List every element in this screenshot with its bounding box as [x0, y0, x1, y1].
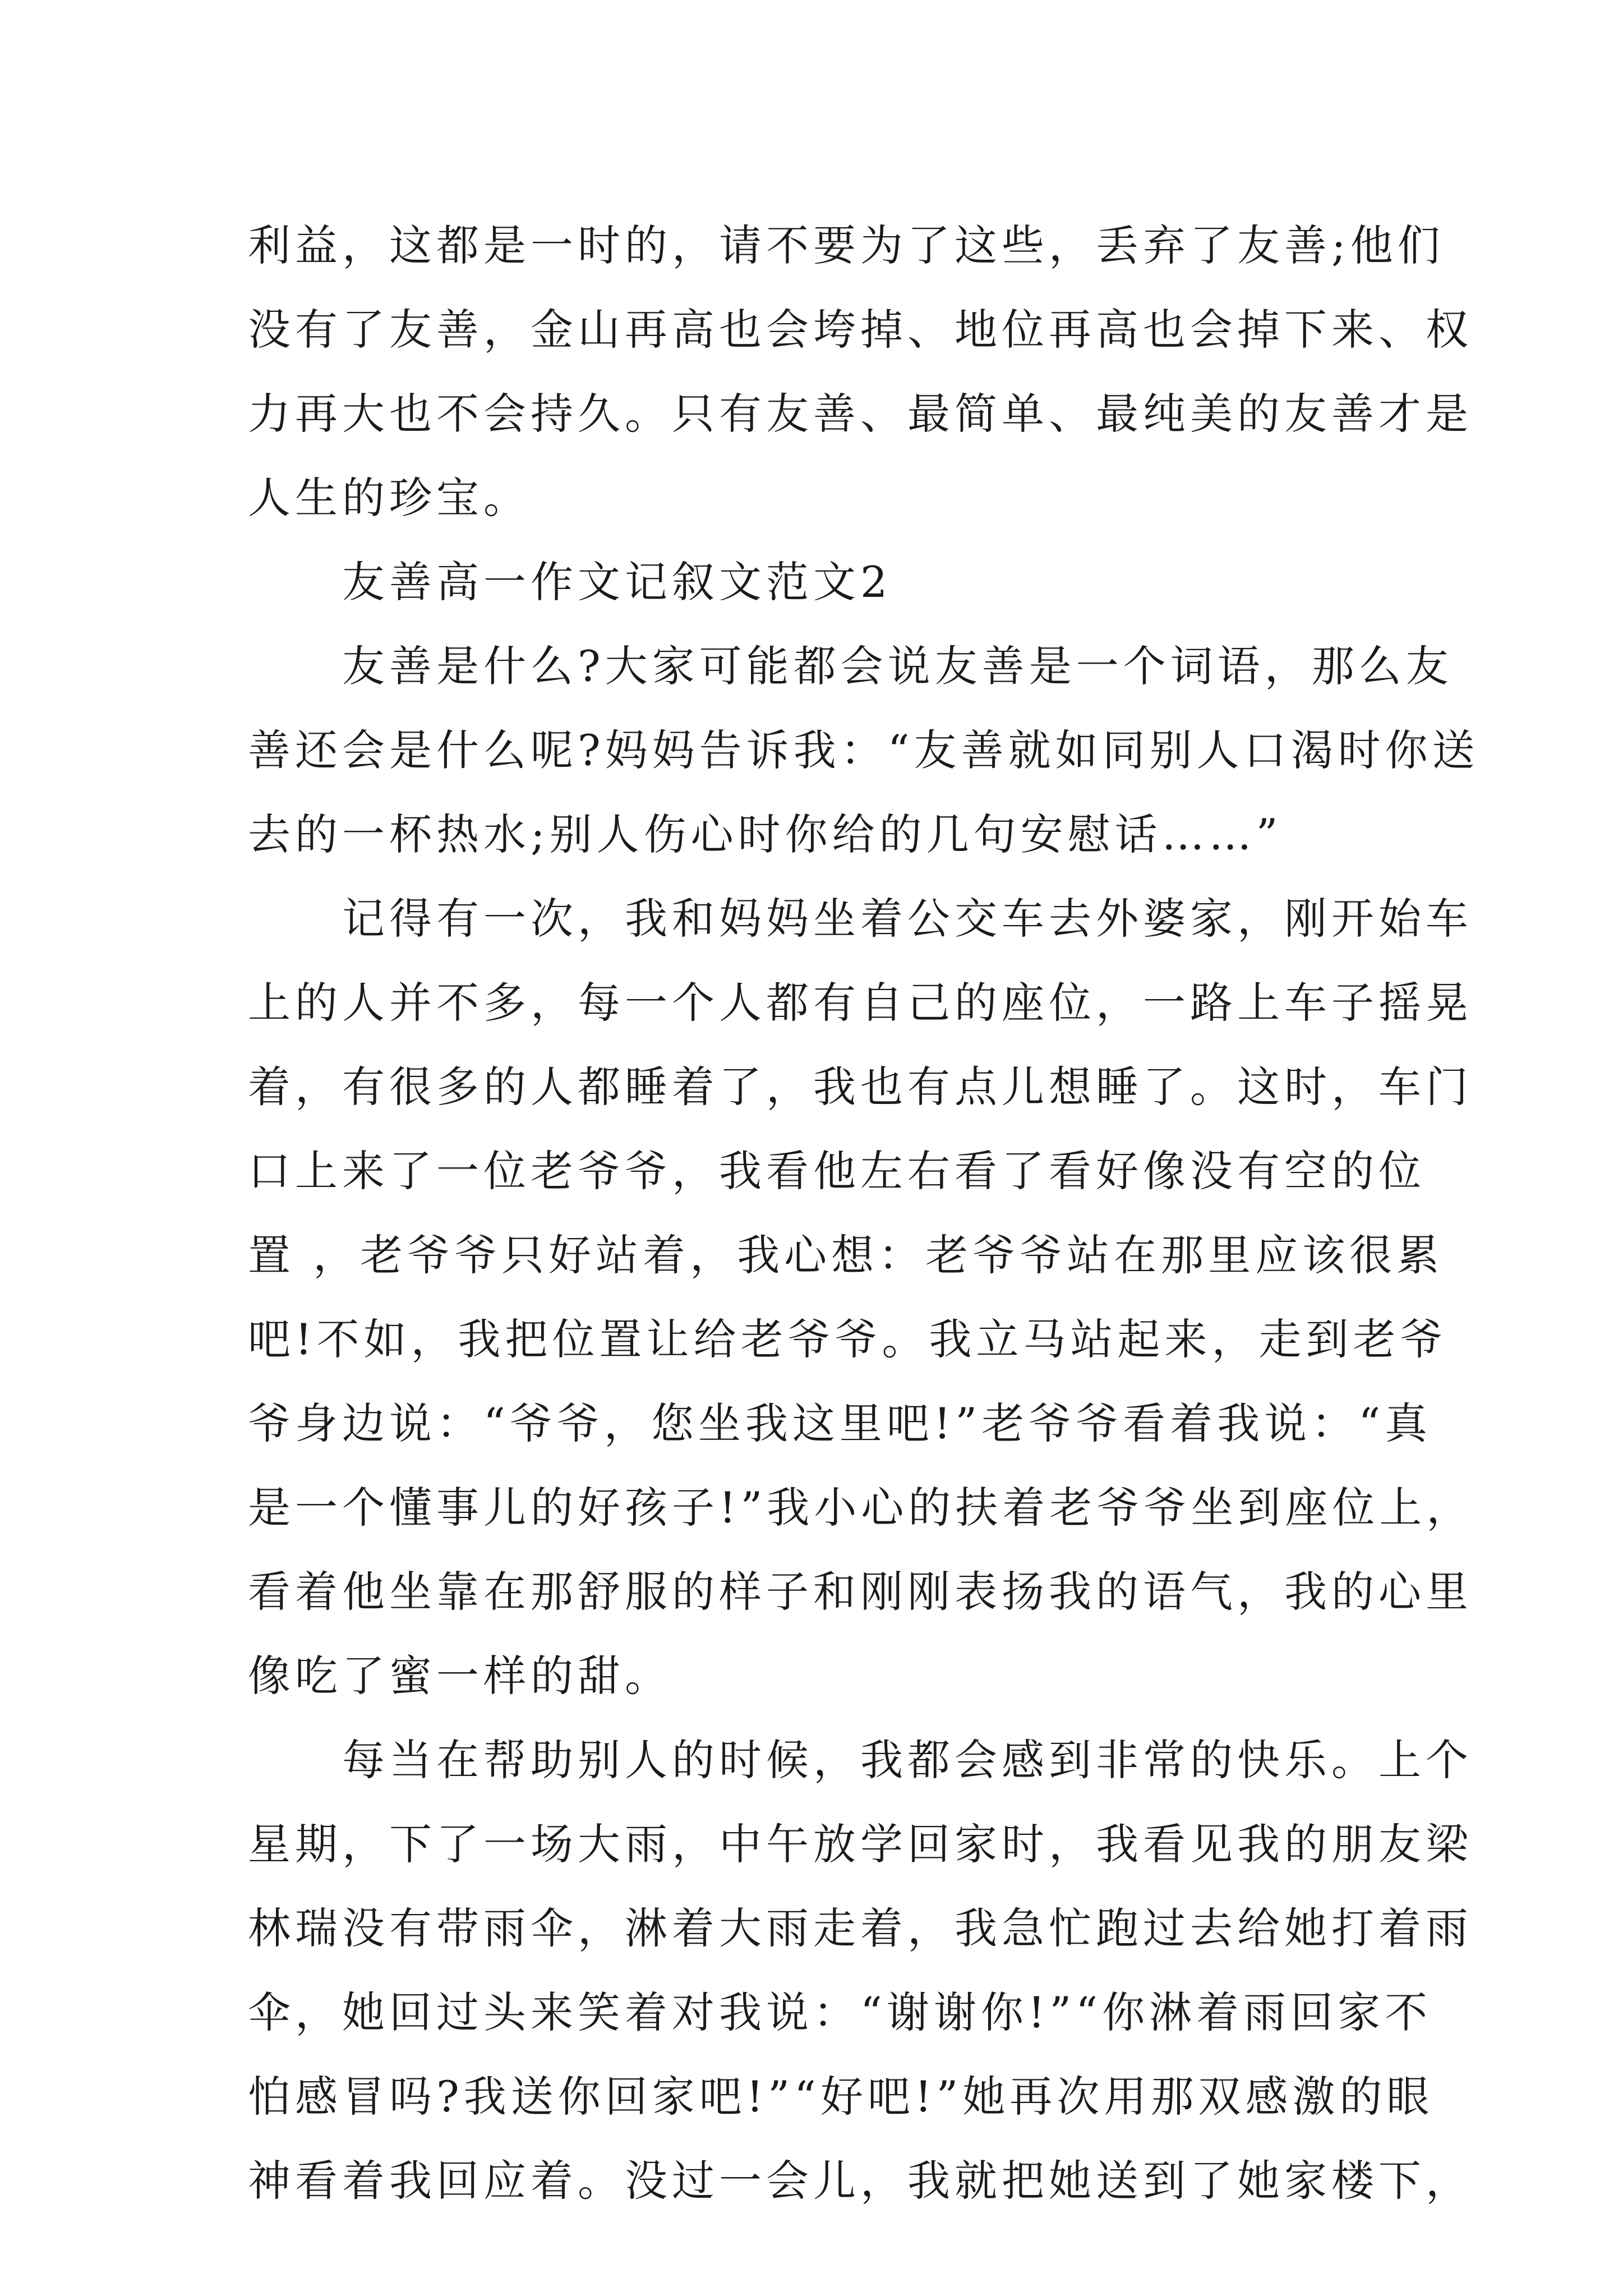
- text-line: 人生的珍宝。: [248, 473, 531, 523]
- text-line: 像吃了蜜一样的甜。: [248, 1651, 672, 1701]
- text-line: 爷身边说：“爷爷，您坐我这里吧!”老爷爷看着我说：“真: [248, 1398, 1432, 1448]
- text-line: 是一个懂事儿的好孩子!”我小心的扶着老爷爷坐到座位上，: [248, 1483, 1474, 1533]
- text-line: 没有了友善，金山再高也会垮掉、地位再高也会掉下来、权: [248, 305, 1473, 355]
- text-line: 去的一杯热水;别人伤心时你给的几句安慰话……”: [248, 809, 1283, 859]
- text-line: 神看着我回应着。没过一会儿，我就把她送到了她家楼下，: [248, 2156, 1473, 2206]
- text-line: 林瑞没有带雨伞，淋着大雨走着，我急忙跑过去给她打着雨: [248, 1903, 1473, 1953]
- text-line: 看着他坐靠在那舒服的样子和刚刚表扬我的语气，我的心里: [248, 1567, 1473, 1617]
- text-line: 星期，下了一场大雨，中午放学回家时，我看见我的朋友梁: [248, 1819, 1473, 1869]
- text-line: 伞，她回过头来笑着对我说：“谢谢你!”“你淋着雨回家不: [248, 1987, 1432, 2037]
- text-line: 置 ，老爷爷只好站着，我心想：老爷爷站在那里应该很累: [248, 1230, 1444, 1280]
- text-line: 友善是什么?大家可能都会说友善是一个词语，那么友: [248, 641, 1453, 691]
- text-line: 吧!不如，我把位置让给老爷爷。我立马站起来，走到老爷: [248, 1314, 1447, 1364]
- text-line: 上的人并不多，每一个人都有自己的座位，一路上车子摇晃: [248, 978, 1473, 1028]
- text-line: 记得有一次，我和妈妈坐着公交车去外婆家，刚开始车: [248, 894, 1473, 944]
- text-line: 力再大也不会持久。只有友善、最简单、最纯美的友善才是: [248, 389, 1473, 439]
- text-line: 口上来了一位老爷爷，我看他左右看了看好像没有空的位: [248, 1146, 1426, 1196]
- text-line: 怕感冒吗?我送你回家吧!”“好吧!”她再次用那双感激的眼: [248, 2072, 1434, 2122]
- text-line: 善还会是什么呢?妈妈告诉我：“友善就如同别人口渴时你送: [248, 725, 1479, 775]
- text-line: 每当在帮助别人的时候，我都会感到非常的快乐。上个: [248, 1735, 1473, 1785]
- text-line: 利益，这都是一时的，请不要为了这些，丢弃了友善;他们: [248, 220, 1445, 270]
- section-heading: 友善高一作文记叙文范文2: [248, 557, 892, 607]
- text-line: 着，有很多的人都睡着了，我也有点儿想睡了。这时，车门: [248, 1062, 1473, 1112]
